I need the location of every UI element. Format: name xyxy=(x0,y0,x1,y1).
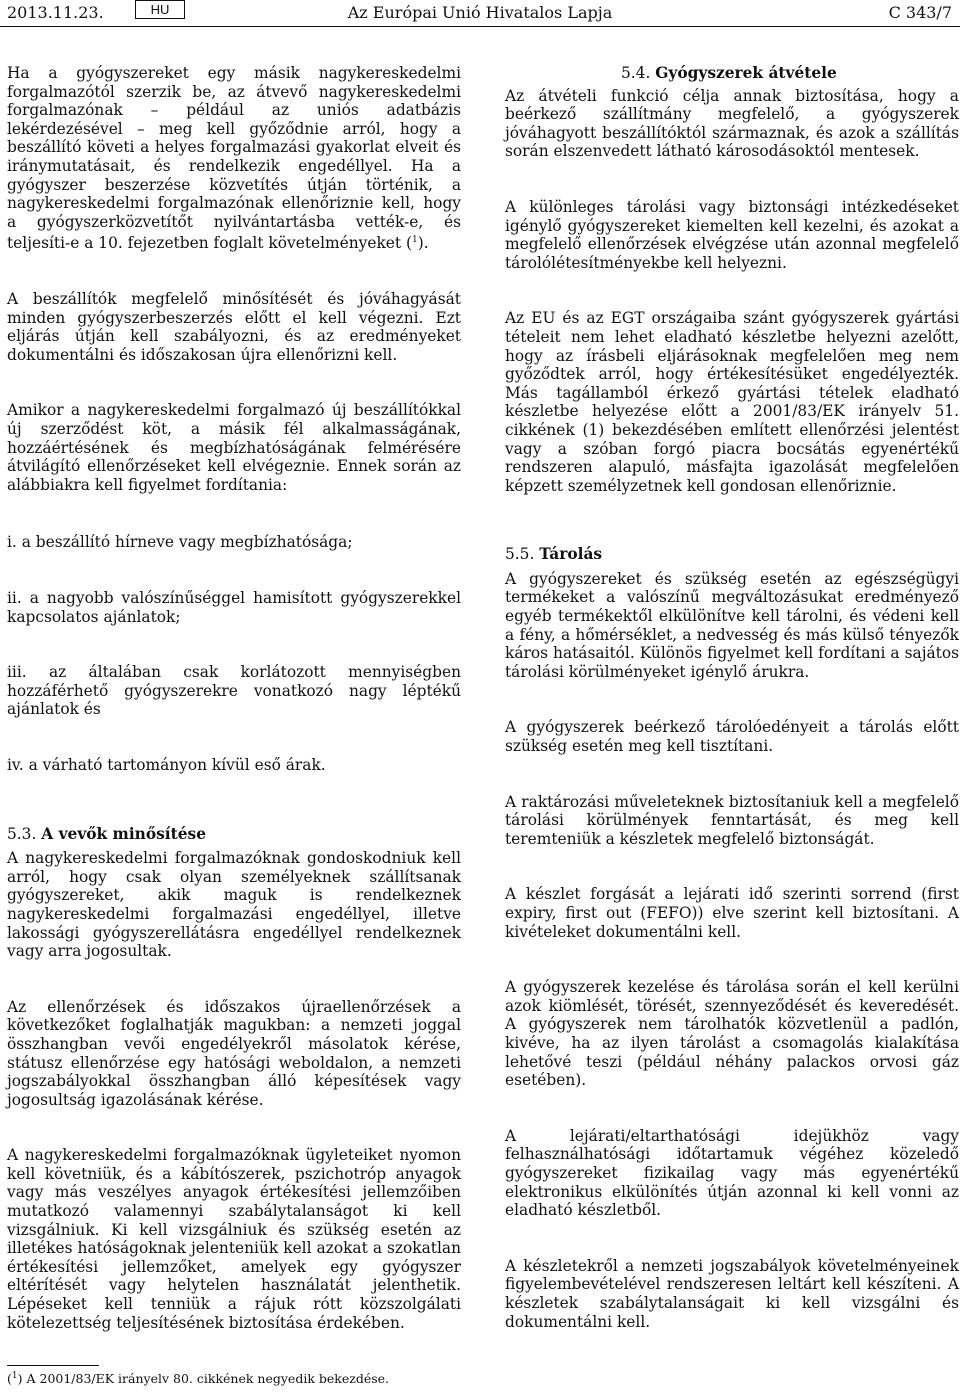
paragraph: A lejárati/eltarthatósági idejükhöz vagy felhasználhatósági időtartamuk végéhez közeledő gyógyszereket fizikailag vagy más egyenértékű elektronikus elkülönítés útján azonnal ki kell vonni az eladható készletből. xyxy=(505,1126,959,1220)
paragraph: Amikor a nagykereskedelmi forgalmazó új beszállítókkal új szerződést köt, a másik fél alkalmasságának, hozzáértésének és megbízhatóságának felmérésére átvilágító ellenőrzéseket kell elvégeznie. Ennek során az alábbiakra kell figyelmet fordítania: xyxy=(7,401,461,494)
footnote-ref[interactable]: 1 xyxy=(411,235,418,246)
language-badge: HU xyxy=(135,0,185,19)
page-header xyxy=(0,0,960,30)
footnote-number: 1 xyxy=(11,1371,18,1381)
paragraph: Ha a gyógyszereket egy másik nagykereskedelmi forgalmazótól szerzik be, az átvevő nagykereskedelmi forgalmazónak – például az uniós adatbázis lekérdezésével – meg kell győződnie arról, hogy a beszállító követi a helyes forgalmazási gyakorlat elveit és iránymutatásait, és rendelkezik engedéllyel. Ha a gyógyszer beszerzése közvetítés útján történik, a nagykereskedelmi forgalmazónak ellenőriznie kell, hogy a gyógyszerközvetítőt nyilvántartásba vették-e, és teljesíti-e a 10. fejezetben foglalt követelményeket ($^1$). xyxy=(7,64,461,253)
section-heading: 5.5. Tárolás xyxy=(505,545,603,564)
publication-date: 2013.11.23. xyxy=(7,3,104,22)
paragraph: A gyógyszerek beérkező tárolóedényeit a tárolás előtt szükség esetén meg kell tisztítani. xyxy=(505,718,959,756)
paragraph: A gyógyszerek kezelése és tárolása során el kell kerülni azok kiömlését, törését, szennyeződését és keveredését. A gyógyszerek nem tárolhatók közvetlenül a padlón, kivéve, ha az ilyen tárolást a csomagolás kialakítása lehetővé teszi (például néhány palackos orvosi gáz esetében). xyxy=(505,978,959,1090)
list-item: iv. a várható tartományon kívül eső árak. xyxy=(7,755,326,774)
paragraph: Az EU és az EGT országaiba szánt gyógyszerek gyártási tételeit nem lehet eladható készletbe helyezni azelőtt, hogy az írásbeli eljárásoknak megfelelően meg nem győződtek arról, hogy értékesítésüket engedélyezték. Más tagállamból érkező gyártási tételek eladható készletbe helyezése előtt a 2001/83/EK irányelv 51. cikkének (1) bekezdésében említett ellenőrzési jelentést vagy a szóban forgó piacra bocsátás egyenértékű rendszeren alapuló, másfajta igazolását megfelelően képzett személyzetnek kell gondosan ellenőriznie. xyxy=(505,309,959,495)
paragraph: A készletekről a nemzeti jogszabályok követelményeinek figyelembevételével rendszeresen leltárt kell készíteni. A készletek szabálytalanságait ki kell vizsgálni és dokumentálni kell. xyxy=(505,1256,959,1331)
right-column xyxy=(505,64,959,1331)
footnote-text: A 2001/83/EK irányelv 80. cikkének negyedik bekezdése. xyxy=(26,1371,390,1387)
footnote: ($^1$) A 2001/83/EK irányelv 80. cikkének negyedik bekezdése. xyxy=(7,1371,390,1387)
header-rule xyxy=(0,26,960,27)
journal-title: Az Európai Unió Hivatalos Lapja xyxy=(347,3,613,22)
list-item: i. a beszállító hírneve vagy megbízhatósága; xyxy=(7,533,353,552)
paragraph: Az átvételi funkció célja annak biztosítása, hogy a beérkező szállítmány megfelelő, a gyógyszerek jóváhagyott beszállítóktól származnak, és azok a szállítás során elszenvedett látható károsodásoktól mentesek. xyxy=(505,86,959,161)
paragraph: A raktározási műveleteknek biztosítaniuk kell a megfelelő tárolási körülmények fenntartását, és meg kell teremteniük a készletek megfelelő biztonságát. xyxy=(505,792,959,848)
section-heading: 5.3. A vevők minősítése xyxy=(7,824,207,843)
paragraph: A nagykereskedelmi forgalmazóknak ügyleteiket nyomon kell követniük, és a kábítószerek, pszichotróp anyagok vagy más veszélyes anyagok értékesítési jellemzőiben mutatkozó valamennyi szabálytalanságot ki kell vizsgálniuk. Ki kell vizsgálniuk és szükség esetén az illetékes hatóságoknak jelenteniük kell azokat a szokatlan értékesítési jellemzőket, amelyek egy gyógyszer eltérítését vagy helytelen használatát jelenthetik. Lépéseket kell tenniük a rájuk rótt közszolgálati kötelezettség teljesítésének biztosítása érdekében. xyxy=(7,1146,461,1332)
list-item: ii. a nagyobb valószínűséggel hamisított gyógyszerekkel kapcsolatos ajánlatok; xyxy=(7,589,461,626)
paragraph: A beszállítók megfelelő minősítését és jóváhagyását minden gyógyszerbeszerzés előtt el kell végezni. Ezt eljárás útján kell szabályozni, és az eredményeket dokumentálni és időszakosan újra ellenőrizni kell. xyxy=(7,290,461,364)
left-column xyxy=(7,64,461,1332)
footnote-rule xyxy=(7,1365,99,1366)
paragraph: A készlet forgását a lejárati idő szerinti sorrend (first expiry, first out (FEFO)) elve szerint kell biztosítani. A kivételeket dokumentálni kell. xyxy=(505,885,959,941)
paragraph: Az ellenőrzések és időszakos újraellenőrzések a következőket foglalhatják magukban: a nemzeti joggal összhangban vevői engedélyekről másolatok kérése, státusz ellenőrzése egy hatósági weboldalon, a nemzeti jogszabályokkal összhangban álló képesítések vagy jogosultság igazolásának kérése. xyxy=(7,997,461,1109)
list-item: iii. az általában csak korlátozott mennyiségben hozzáférhető gyógyszerekre vonatkozó nagy léptékű ajánlatok és xyxy=(7,663,461,719)
paragraph: A különleges tárolási vagy biztonsági intézkedéseket igénylő gyógyszereket kiemelten kell kezelni, és azokat a megfelelő ellenőrzések elvégzése után azonnal megfelelő tárolólétesítményekbe kell helyezni. xyxy=(505,197,959,272)
paragraph: A gyógyszereket és szükség esetén az egészségügyi termékeket a valószínű megváltozásukat eredményező egyéb termékektől elkülönítve kell tárolni, és védeni kell a fény, a hőmérséklet, a nedvesség és más külső tényezők káros hatásaitól. Különös figyelmet kell fordítani a sajátos tárolási körülményeket igénylő árukra. xyxy=(505,569,959,681)
section-heading: 5.4. Gyógyszerek átvétele xyxy=(621,64,837,82)
paragraph: A nagykereskedelmi forgalmazóknak gondoskodniuk kell arról, hogy csak olyan személyeknek szállítsanak gyógyszereket, akik maguk is rendelkeznek nagykereskedelmi forgalmazási engedéllyel, illetve lakossági gyógyszerellátásra engedéllyel rendelkeznek vagy arra jogosultak. xyxy=(7,849,461,961)
page-number: C 343/7 xyxy=(888,3,952,22)
